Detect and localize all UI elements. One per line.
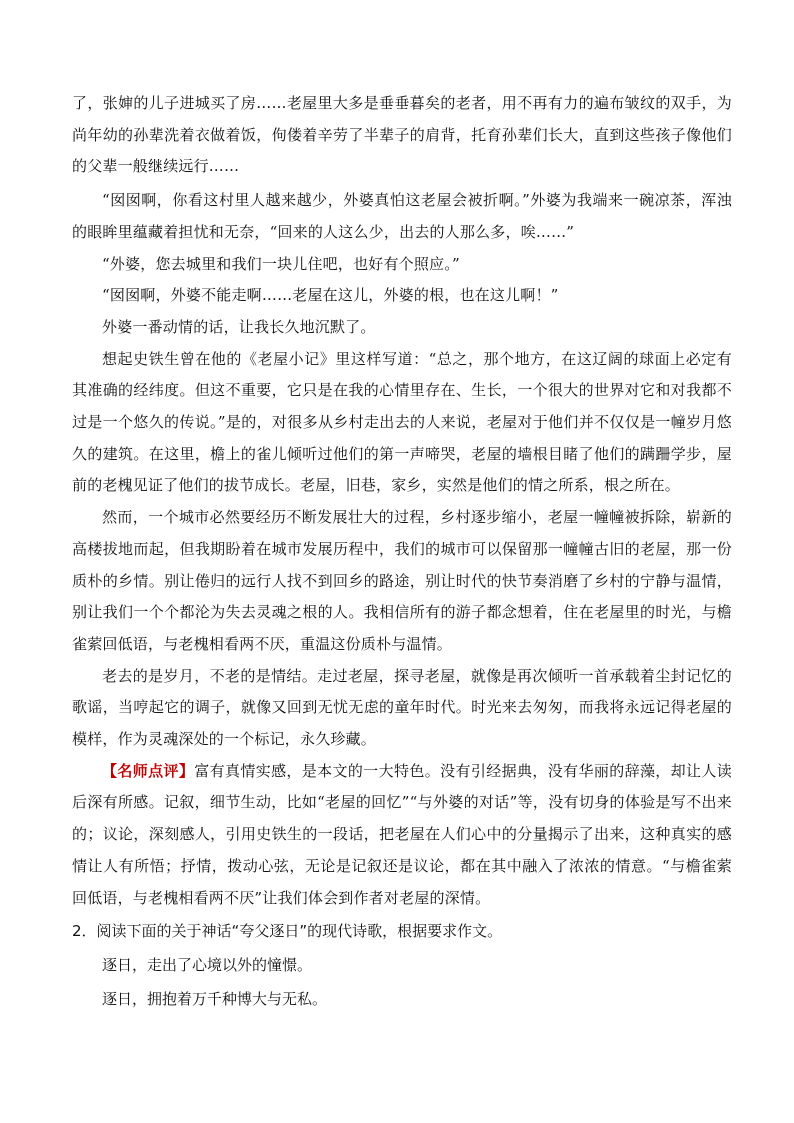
paragraph-conclusion: 老去的是岁月，不老的是情结。走过老屋，探寻老屋，就像是再次倾听一首承载着尘封记忆的歌谣，当哼起它的调子，就像又回到无忧无虑的童年时代。时光来去匆匆，而我将永远记得老屋的模样，作为灵魂深处的一个标记，永久珍藏。 [72,666,732,749]
review-tag: 【名师点评】 [102,761,195,780]
paragraph-quote: 想起史铁生曾在他的《老屋小记》里这样写道：“总之，那个地方，在这辽阔的球面上必定有其准确的经纬度。但这不重要，它只是在我的心情里存在、生长，一个很大的世界对它和对我都不过是一个悠久的传说。”是的，对很多从乡村走出去的人来说，老屋对于他们并不仅仅是一幢岁月悠久的建筑。在这里，檐上的雀儿倾听过他们的第一声啼哭，老屋的墙根目睹了他们的蹒跚学步，屋前的老槐见证了他们的拔节成长。老屋，旧巷，家乡，实然是他们的情之所系，根之所在。 [72,349,732,495]
poem-line: 逐日，走出了心境以外的憧憬。 [102,956,313,975]
paragraph-dialogue-2: “外婆，您去城里和我们一块儿住吧，也好有个照应。” [102,254,460,273]
review-paragraph [72,756,732,915]
question-heading: 2．阅读下面的关于神话“夸父逐日”的现代诗歌，根据要求作文。 [72,922,503,941]
document-page [72,88,732,1016]
paragraph-continuation: 了，张婶的儿子进城买了房……老屋里大多是垂垂暮矣的老者，用不再有力的遍布皱纹的双手，为尚年幼的孙辈洗着衣做着饭，佝偻着辛劳了半辈子的肩背，托育孙辈们长大，直到这些孩子像他们的父辈一般继续远行…… [72,94,732,176]
paragraph-city: 然而，一个城市必然要经历不断发展壮大的过程，乡村逐步缩小，老屋一幢幢被拆除，崭新的高楼拔地而起，但我期盼着在城市发展历程中，我们的城市可以保留那一幢幢古旧的老屋，那一份质朴的乡情。别让倦归的远行人找不到回乡的路途，别让时代的快节奏消磨了乡村的宁静与温情，别让我们一个个都沦为失去灵魂之根的人。我相信所有的游子都念想着，住在老屋里的时光，与檐雀萦回低语，与老槐相看两不厌，重温这份质朴与温情。 [72,508,732,653]
paragraph-dialogue-1: “囡囡啊，你看这村里人越来越少，外婆真怕这老屋会被折啊。”外婆为我端来一碗凉茶，浑浊的眼眸里蕴藏着担忧和无奈，“回来的人这么少，出去的人那么多，唉……” [72,191,732,241]
paragraph-dialogue-3: “囡囡啊，外婆不能走啊……老屋在这儿，外婆的根，也在这儿啊！” [102,286,559,305]
review-text: 富有真情实感，是本文的一大特色。没有引经据典，没有华丽的辞藻，却让人读后深有所感。记叙，细节生动，比如“老屋的回忆”“与外婆的对话”等，没有切身的体验是写不出来的；议论，深刻感人，引用史铁生的一段话，把老屋在人们心中的分量揭示了出来，这种真实的感情让人有所悟；抒情，拨动心弦，无论是记叙还是议论，都在其中融入了浓浓的情意。“与檐雀萦回低语，与老槐相看两不厌”让我们体会到作者对老屋的深情。 [72,761,732,907]
paragraph-silence: 外婆一番动情的话，让我长久地沉默了。 [102,317,376,336]
poem-line: 逐日，拥抱着万千种博大与无私。 [102,990,328,1009]
